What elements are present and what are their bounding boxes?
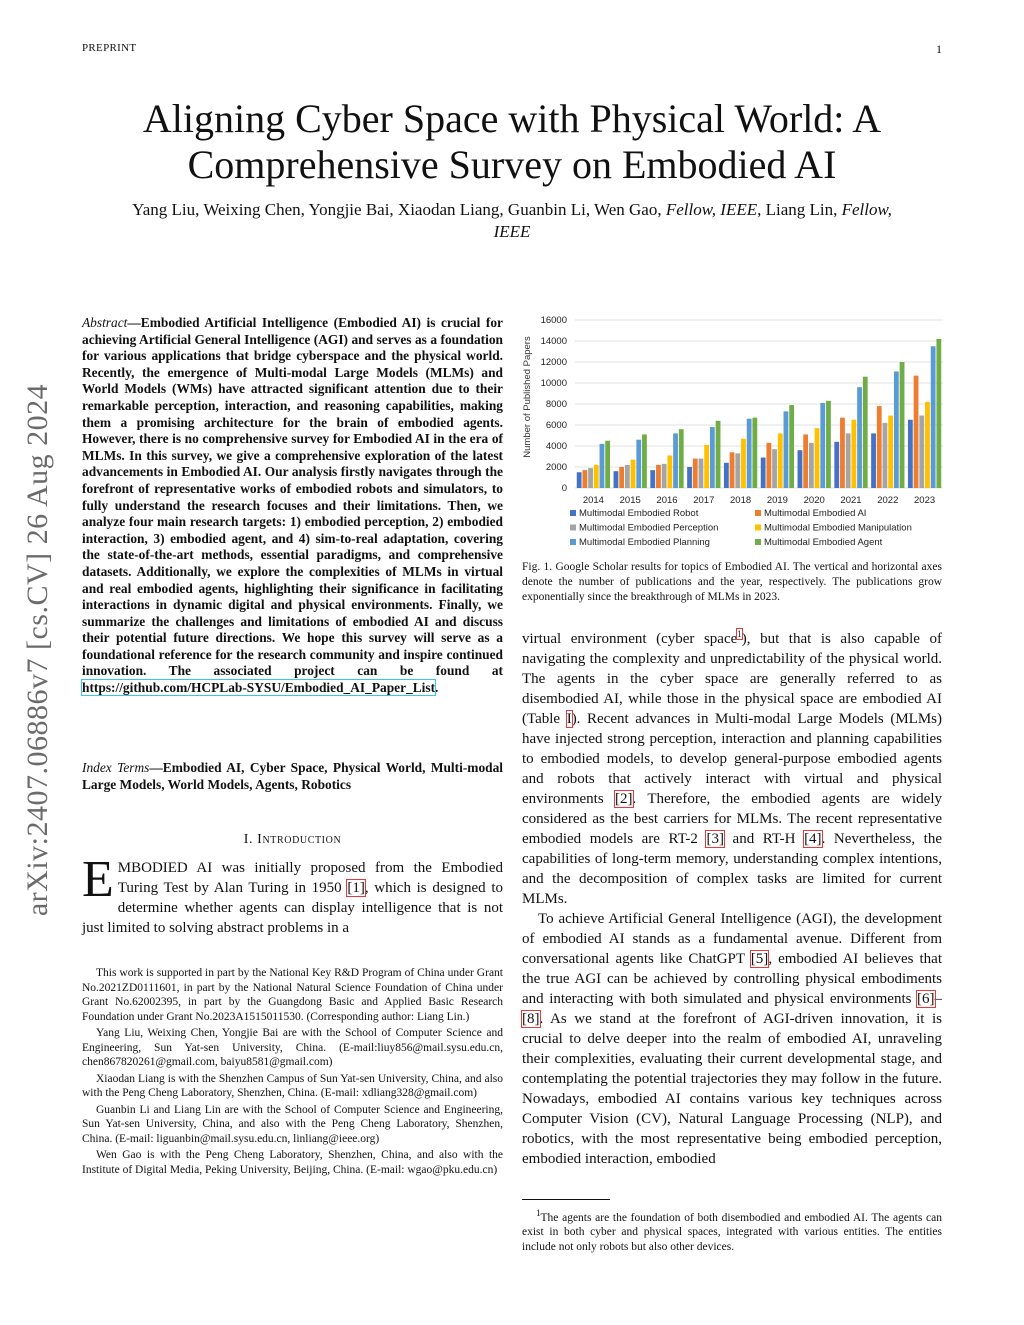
text-run: , embodied AI believes that the true AGI can be achieved by controlling physical embodiments and interacting with both simulated and physical environments	[522, 951, 942, 1007]
table-link[interactable]: I	[566, 711, 572, 727]
bar-multimodal-embodied-agent	[716, 421, 721, 488]
bar-multimodal-embodied-ai	[914, 376, 919, 488]
x-tick-label: 2023	[914, 495, 936, 506]
legend-label: Multimodal Embodied AI	[764, 508, 867, 519]
x-tick-label: 2021	[840, 495, 862, 506]
y-tick-label: 2000	[545, 462, 567, 473]
abstract-end: .	[435, 680, 439, 696]
bar-multimodal-embodied-agent	[789, 405, 794, 488]
chart-bars	[577, 339, 942, 488]
bar-multimodal-embodied-perception	[662, 464, 667, 488]
footnote-rule	[522, 1199, 610, 1200]
footnote-text: The agents are the foundation of both disembodied and embodied AI. The agents can exist in both cyber and physical spaces, integrated with various entities. The entities include not only robots but also other devices.	[522, 1211, 942, 1253]
citation-link[interactable]: [1]	[347, 880, 365, 896]
bar-multimodal-embodied-perception	[883, 423, 888, 488]
legend-swatch	[755, 510, 761, 516]
bar-multimodal-embodied-ai	[730, 452, 735, 488]
bar-multimodal-embodied-perception	[809, 443, 814, 488]
author-list	[120, 199, 904, 243]
text-run: To achieve Artificial General Intelligence (AGI), the development of embodied AI stands as a fundamental avenue. Different from conversational agents like ChatGPT	[522, 911, 942, 967]
bar-multimodal-embodied-robot	[724, 463, 729, 488]
bar-multimodal-embodied-robot	[908, 420, 913, 488]
y-tick-label: 14000	[540, 336, 567, 347]
bar-multimodal-embodied-manipulation	[741, 439, 746, 488]
bar-multimodal-embodied-agent	[679, 429, 684, 488]
y-tick-label: 10000	[540, 378, 567, 389]
footnote-affiliation: Yang Liu, Weixing Chen, Yongjie Bai are with the School of Computer Science and Engineering, Sun Yat-sen University, China. (E-mail:liuy856@mail.sysu.edu.cn, chen867820261@gmail.com, baiyu8581@gmail.com)	[82, 1027, 503, 1068]
legend-swatch	[570, 539, 576, 545]
chart-x-ticks	[583, 495, 935, 506]
figure-caption: Fig. 1. Google Scholar results for topics of Embodied AI. The vertical and horizontal axes denote the number of publications and the year, respectively. The publications grow exponentially since the breakthrough of MLMs in 2023.	[522, 561, 942, 603]
bar-multimodal-embodied-perception	[735, 453, 740, 488]
intro-paragraph	[82, 851, 503, 938]
footnote-affiliation: Guanbin Li and Liang Lin are with the School of Computer Science and Engineering, Sun Yat-sen University, China, and also with the Peng Cheng Laboratory, Shenzhen, China. (E-mail: liguanbin@mail.sysu.edu.cn, linliang@ieee.org)	[82, 1103, 503, 1145]
legend-swatch	[755, 525, 761, 531]
text-run: virtual environment (cyber space	[522, 631, 738, 647]
bar-multimodal-embodied-manipulation	[815, 428, 820, 488]
y-tick-label: 12000	[540, 357, 567, 368]
bar-multimodal-embodied-planning	[600, 444, 605, 488]
bar-multimodal-embodied-perception	[699, 459, 704, 488]
bar-multimodal-embodied-ai	[582, 470, 587, 488]
bar-multimodal-embodied-agent	[752, 418, 757, 488]
text-run: . As we stand at the forefront of AGI-driven innovation, it is crucial to delve deeper into the realm of embodied AI, unraveling their complexities, evaluating their current developmental stage, and contemplating the potential trajectories they may follow in the future. Nowadays, embodied AI contains various key techniques across Computer Vision (CV), Natural Language Processing (NLP), and robotics, with the most representative being embodied perception, embodied interaction, embodied	[522, 1011, 942, 1167]
x-tick-label: 2014	[582, 495, 604, 506]
footnote-1	[522, 1206, 942, 1254]
y-tick-label: 0	[561, 483, 567, 494]
section-heading-introduction: I. Introduction	[243, 832, 342, 847]
abstract-text: —Embodied Artificial Intelligence (Embodied AI) is crucial for achieving Artificial General Intelligence (AGI) and serves as a foundation for various applications that bridge cyberspace and the physical world. Recently, the emergence of Multi-modal Large Models (MLMs) and World Models (WMs) have attracted significant attention due to their remarkable perception, interaction, and reasoning capabilities, making them a promising architecture for the brain of embodied agents. However, there is no comprehensive survey for Embodied AI in the era of MLMs. In this survey, we give a comprehensive exploration of the latest advancements in Embodied AI. Our analysis firstly navigates through the forefront of representative works of embodied robots and simulators, to fully understand the research focuses and their limitations. Then, we analyze four main research targets: 1) embodied perception, 2) embodied interaction, 3) embodied agent, and 4) sim-to-real adaptation, covering the state-of-the-art methods, essential paradigms, and comprehensive datasets. Additionally, we explore the complexities of MLMs in virtual and real embodied agents, highlighting their significance in facilitating interactions in dynamic digital and physical environments. Finally, we summarize the challenges and limitations of embodied AI and discuss their potential future directions. We hope this survey will serve as a foundational reference for the research community and inspire continued innovation. The associated project can be found at	[82, 315, 503, 679]
project-link[interactable]: https://github.com/HCPLab-SYSU/Embodied_AI_Paper_List	[82, 680, 436, 696]
bar-multimodal-embodied-planning	[784, 411, 789, 488]
x-tick-label: 2019	[766, 495, 788, 506]
dropcap: E	[82, 851, 114, 908]
bar-multimodal-embodied-manipulation	[631, 460, 636, 488]
citation-link[interactable]: [5]	[750, 951, 769, 967]
fellow-title-1: Fellow, IEEE	[665, 200, 758, 219]
bar-multimodal-embodied-perception	[588, 468, 593, 488]
bar-multimodal-embodied-agent	[642, 434, 647, 488]
bar-multimodal-embodied-manipulation	[594, 465, 599, 488]
bar-multimodal-embodied-ai	[840, 418, 845, 488]
citation-link[interactable]: [3]	[706, 831, 724, 847]
y-tick-label: 16000	[540, 315, 567, 326]
legend-label: Multimodal Embodied Perception	[579, 522, 719, 534]
y-tick-label: 6000	[545, 420, 567, 431]
bar-multimodal-embodied-manipulation	[925, 402, 930, 488]
bar-multimodal-embodied-planning	[931, 346, 936, 488]
legend-swatch	[570, 510, 576, 516]
bar-multimodal-embodied-manipulation	[851, 420, 856, 488]
y-tick-label: 8000	[545, 399, 567, 410]
bar-multimodal-embodied-planning	[673, 433, 678, 488]
abstract	[82, 315, 503, 697]
bar-multimodal-embodied-ai	[803, 434, 808, 488]
text-run: ). Recent advances in Multi-modal Large Models (MLMs) have injected strong perception, interaction and planning capabilities to embodied models, to develop general-purpose embodied agents and robots that actively interact with virtual and physical environments	[522, 711, 942, 807]
legend-swatch	[755, 539, 761, 545]
right-column-text	[522, 624, 942, 1169]
bar-multimodal-embodied-robot	[650, 470, 655, 488]
bar-multimodal-embodied-robot	[871, 433, 876, 488]
bar-multimodal-embodied-agent	[900, 362, 905, 488]
abstract-lead: Abstract	[82, 315, 128, 330]
bar-multimodal-embodied-agent	[605, 441, 610, 488]
footnote-affiliation: Wen Gao is with the Peng Cheng Laboratory, Shenzhen, China, and also with the Institute of Digital Media, Peking University, Beijing, China. (E-mail: wgao@pku.edu.cn)	[82, 1149, 503, 1176]
bar-multimodal-embodied-agent	[826, 401, 831, 488]
footnote-funding: This work is supported in part by the National Key R&D Program of China under Grant No.2021ZD0111601, in part by the National Natural Science Foundation of China under Grant No.62002395, in part by the Guangdong Basic and Applied Basic Research Foundation under Grant No.2023A1515011530. (Corresponding author: Liang Lin.)	[82, 967, 503, 1023]
footnote-mark: 1	[536, 1208, 541, 1218]
x-tick-label: 2016	[656, 495, 678, 506]
page-number: 1	[936, 42, 942, 56]
text-run: and RT-H	[723, 831, 805, 847]
bar-multimodal-embodied-robot	[798, 450, 803, 488]
bar-multimodal-embodied-ai	[693, 459, 698, 488]
chart-gridlines	[575, 320, 943, 488]
y-tick-label: 4000	[545, 441, 567, 452]
intro-text-1: MBODIED AI was initially proposed from the Embodied Turing Test by Alan Turing in 1950	[117, 860, 503, 896]
text-run: –	[934, 991, 942, 1007]
index-terms	[82, 760, 503, 793]
bar-multimodal-embodied-robot	[687, 467, 692, 488]
fellow-title-2: Fellow, IEEE	[493, 200, 892, 241]
paragraph	[522, 909, 942, 1169]
footnote-marker[interactable]: 1	[737, 629, 742, 639]
text-run: . Nevertheless, the capabilities of long-term memory, understanding complex intentions, and the decomposition of complex tasks are limited for current MLMs.	[522, 831, 942, 907]
paper-title: Aligning Cyber Space with Physical World: A Comprehensive Survey on Embodied AI	[142, 96, 882, 187]
bar-multimodal-embodied-perception	[625, 465, 630, 488]
footnotes	[82, 966, 503, 1179]
arxiv-stamp: arXiv:2407.06886v7 [cs.CV] 26 Aug 2024	[21, 383, 54, 917]
bar-multimodal-embodied-perception	[772, 449, 777, 488]
bar-multimodal-embodied-robot	[834, 442, 839, 488]
running-head: PREPRINT	[82, 42, 137, 54]
index-terms-lead: Index Terms	[82, 760, 150, 775]
bar-multimodal-embodied-planning	[820, 403, 825, 488]
bar-multimodal-embodied-agent	[863, 377, 868, 488]
bar-multimodal-embodied-planning	[857, 387, 862, 488]
paragraph	[522, 624, 942, 909]
bar-multimodal-embodied-planning	[747, 419, 752, 488]
x-tick-label: 2015	[619, 495, 641, 506]
bar-multimodal-embodied-robot	[577, 472, 582, 488]
bar-multimodal-embodied-manipulation	[778, 433, 783, 488]
legend-label: Multimodal Embodied Planning	[579, 537, 710, 548]
x-tick-label: 2020	[803, 495, 825, 506]
bar-multimodal-embodied-ai	[656, 465, 661, 488]
authors-part-2: , Liang Lin,	[757, 200, 842, 219]
bar-multimodal-embodied-ai	[619, 467, 624, 488]
x-tick-label: 2022	[877, 495, 899, 506]
citation-link[interactable]: [8]	[522, 1011, 540, 1027]
bar-multimodal-embodied-manipulation	[667, 455, 672, 488]
authors-part-1: Yang Liu, Weixing Chen, Yongjie Bai, Xiaodan Liang, Guanbin Li, Wen Gao,	[132, 200, 666, 219]
bar-multimodal-embodied-planning	[894, 371, 899, 488]
citation-link[interactable]: [6]	[917, 991, 935, 1007]
legend-label: Multimodal Embodied Agent	[764, 537, 883, 548]
bar-multimodal-embodied-planning	[710, 427, 715, 488]
text-run: . Therefore, the embodied agents are widely considered as the best carriers for MLMs. The recent representative embodied models are RT-2	[522, 791, 942, 847]
x-tick-label: 2018	[730, 495, 752, 506]
legend-label: Multimodal Embodied Robot	[579, 508, 699, 519]
bar-multimodal-embodied-robot	[614, 471, 619, 488]
legend-swatch	[570, 525, 576, 531]
bar-multimodal-embodied-perception	[919, 416, 924, 488]
legend-label: Multimodal Embodied Manipulation	[764, 522, 912, 534]
bar-multimodal-embodied-perception	[846, 433, 851, 488]
intro-text-2: , which is designed to determine whether agents can display intelligence that is not just limited to solving abstract problems in a	[82, 880, 503, 936]
bar-multimodal-embodied-robot	[761, 458, 766, 488]
bar-multimodal-embodied-ai	[766, 443, 771, 488]
citation-link[interactable]: [4]	[804, 831, 822, 847]
citation-link[interactable]: [2]	[615, 791, 633, 807]
bar-multimodal-embodied-planning	[636, 440, 641, 488]
publications-bar-chart	[515, 312, 950, 562]
index-terms-text: —Embodied AI, Cyber Space, Physical World, Multi-modal Large Models, World Models, Agents, Robotics	[82, 760, 503, 792]
chart-y-axis-label: Number of Published Papers	[522, 336, 533, 458]
footnote-affiliation: Xiaodan Liang is with the Shenzhen Campus of Sun Yat-sen University, China, and also with the Peng Cheng Laboratory, Shenzhen, China. (E-mail: xdliang328@gmail.com)	[82, 1072, 503, 1099]
chart-legend	[570, 508, 912, 548]
x-tick-label: 2017	[693, 495, 715, 506]
bar-multimodal-embodied-manipulation	[704, 445, 709, 488]
chart-y-ticks	[541, 315, 567, 494]
bar-multimodal-embodied-agent	[936, 339, 941, 488]
text-run: ), but that is also capable of navigating the complexity and unpredictability of the physical world. The agents in the cyber space are generally referred to as disembodied AI, while those in the physical space are embodied AI (Table	[522, 631, 942, 727]
bar-multimodal-embodied-manipulation	[888, 416, 893, 488]
bar-multimodal-embodied-ai	[877, 406, 882, 488]
